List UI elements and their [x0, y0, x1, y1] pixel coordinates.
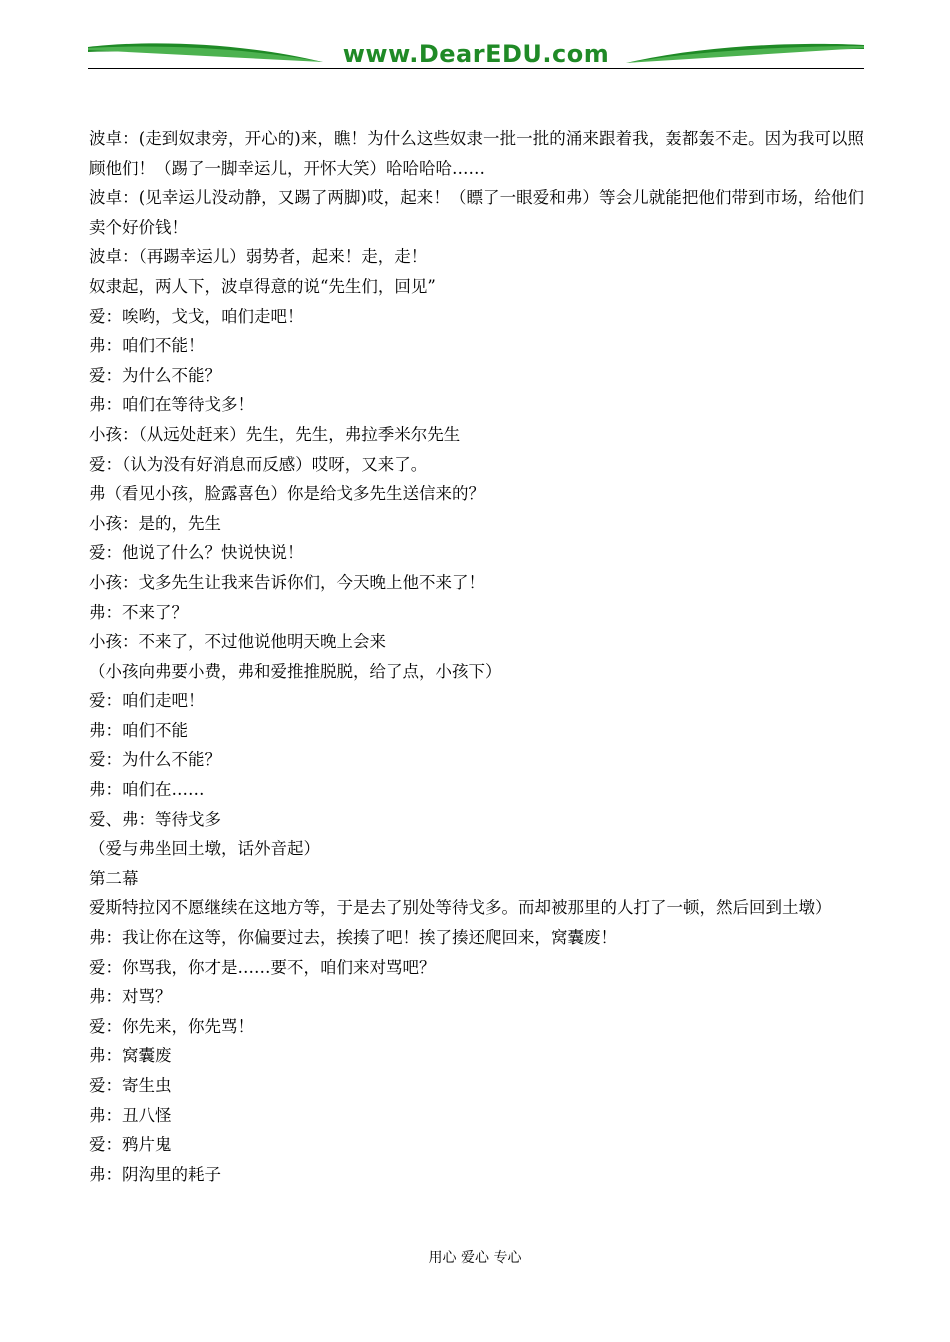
dialogue-line: 波卓：（再踢幸运儿）弱势者，起来！走，走！: [89, 247, 428, 267]
act-heading: 第二幕: [89, 868, 139, 888]
site-header: [88, 38, 864, 72]
stage-direction: 奴隶起，两人下，波卓得意的说“先生们，回见”: [89, 276, 436, 296]
header-divider: [88, 68, 864, 69]
dialogue-line: 弗：咱们在等待戈多！: [89, 395, 254, 415]
stage-direction: （爱与弗坐回土墩，话外音起）: [89, 839, 320, 859]
dialogue-line: 小孩：（从远处赶来）先生，先生，弗拉季米尔先生: [89, 424, 461, 444]
dialogue-line: 小孩：不来了，不过他说他明天晚上会来: [89, 632, 386, 652]
site-logo-text: www.DearEDU.com: [342, 40, 610, 68]
dialogue-line: 弗：咱们不能: [89, 720, 188, 740]
dialogue-line: 爱：唉哟，戈戈，咱们走吧！: [89, 306, 304, 326]
dialogue-line: 弗：不来了？: [89, 602, 188, 622]
stage-direction: （小孩向弗要小费，弗和爱推推脱脱，给了点，小孩下）: [89, 661, 502, 681]
dialogue-line: 弗：对骂？: [89, 987, 172, 1007]
dialogue-line: 爱：鸦片鬼: [89, 1135, 172, 1155]
dialogue-line: 弗：咱们不能！: [89, 336, 205, 356]
dialogue-line: 弗（看见小孩，脸露喜色）你是给戈多先生送信来的？: [89, 484, 485, 504]
dialogue-line: 爱：咱们走吧！: [89, 691, 205, 711]
dialogue-line: 爱：为什么不能？: [89, 750, 221, 770]
dialogue-line: 爱：你先来，你先骂！: [89, 1016, 254, 1036]
dialogue-line: 弗：我让你在这等，你偏要过去，挨揍了吧！挨了揍还爬回来，窝囊废！: [89, 928, 617, 948]
page-footer: 用心 爱心 专心: [428, 1250, 522, 1266]
dialogue-line: 弗：丑八怪: [89, 1105, 172, 1125]
dialogue-line: 弗：窝囊废: [89, 1046, 172, 1066]
dialogue-line: 小孩：是的，先生: [89, 513, 221, 533]
dialogue-line: 波卓：(走到奴隶旁，开心的)来，瞧！为什么这些奴隶一批一批的涌来跟着我，轰都轰不走。因为我可以照顾他们！（踢了一脚幸运儿，开怀大笑）哈哈哈哈……: [89, 129, 864, 178]
stage-direction: 爱斯特拉冈不愿继续在这地方等，于是去了别处等待戈多。而却被那里的人打了一顿，然后回到土墩）: [89, 898, 832, 918]
script-body: [89, 124, 864, 1189]
dialogue-line: 弗：咱们在……: [89, 780, 205, 800]
dialogue-line: 弗：阴沟里的耗子: [89, 1164, 221, 1184]
dialogue-line: 爱：（认为没有好消息而反感）哎呀，又来了。: [89, 454, 428, 474]
dialogue-line: 爱：为什么不能？: [89, 365, 221, 385]
dialogue-line: 波卓：(见幸运儿没动静，又踢了两脚)哎，起来！（瞟了一眼爱和弗）等会儿就能把他们带到市场，给他们卖个好价钱！: [89, 188, 864, 237]
dialogue-line: 爱：他说了什么？快说快说！: [89, 543, 304, 563]
dialogue-line: 爱、弗：等待戈多: [89, 809, 221, 829]
dialogue-line: 爱：寄生虫: [89, 1076, 172, 1095]
dialogue-line: 小孩：戈多先生让我来告诉你们，今天晚上他不来了！: [89, 572, 485, 592]
dialogue-line: 爱：你骂我，你才是……要不，咱们来对骂吧？: [89, 957, 436, 977]
